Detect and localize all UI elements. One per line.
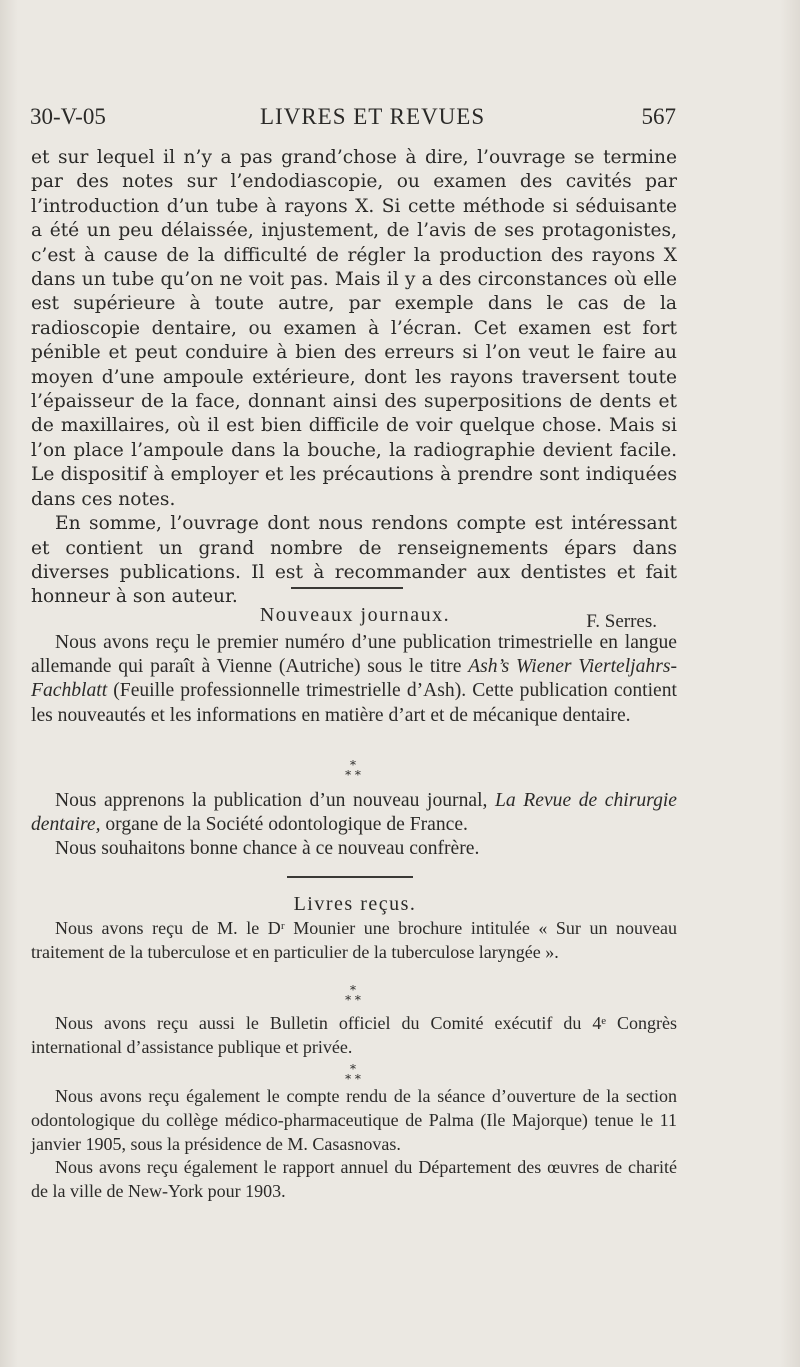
section-heading-livres: Livres reçus. xyxy=(293,893,417,915)
livres-paragraph-4: Nous avons reçu également le rapport annuel du Département des œuvres de charité de la ville de New-York pour 1903. xyxy=(31,1157,677,1202)
livres-paragraph-2: Nous avons reçu aussi le Bulletin officiel du Comité exécutif du 4ᵉ Congrès international d’assistance publique et privée. xyxy=(31,1013,677,1057)
header-date: 30-V-05 xyxy=(30,104,106,129)
review-summary-paragraph: En somme, l’ouvrage dont nous rendons compte est intéressant et contient un grand nombre de renseignements épars dans diverses publications. Il est à recommander aux dentistes et fait honneur à son auteur. xyxy=(31,513,677,608)
livres-paragraph-1: Nous avons reçu de M. le Dʳ Mounier une brochure intitulée « Sur un nouveau traitement de la tuberculose et en particulier de la tuberculose laryngée ». xyxy=(31,918,677,962)
section-heading-journaux: Nouveaux journaux. xyxy=(259,604,451,626)
journaux-paragraph-1: Nous avons reçu le premier numéro d’une publication trimestrielle en langue allemande qui paraît à Vienne (Autriche) sous le titre Ash’s Wiener Vierteljahrs-Fachblatt (Feuille professionnelle trimestrielle d’Ash). Cette publication contient les nouveautés et les informations en matière d’art et de mécanique dentaire. xyxy=(31,632,677,726)
page-number: 567 xyxy=(641,104,676,129)
review-paragraph: et sur lequel il n’y a pas grand’chose à dire, l’ouvrage se termine par des notes sur l’endodiascopie, ou examen des cavités par l’introduction d’un tube à rayons X. Si cette méthode si séduisante a été un peu délaissée, injustement, de l’avis de ses protagonistes, c’est à cause de la difficulté de régler la production des rayons X dans un tube qu’on ne voit pas. Mais il y a des circonstances où elle est supérieure à toute autre, par exemple dans le cas de la radioscopie dentaire, ou examen à l’écran. Cet examen est fort pénible et peut conduire à bien des erreurs si l’on veut le faire au moyen d’une ampoule extérieure, dont les rayons traversent toute l’épaisseur de la face, donnant ainsi des superpositions de dents et de maxillaires, où il est bien difficile de voir quelque chose. Mais si l’on place l’ampoule dans la bouche, la radiographie devient facile. Le dispositif à employer et les précautions à prendre sont indiquées dans ces notes. xyxy=(31,147,677,510)
running-header xyxy=(30,104,676,138)
header-section-title: LIVRES ET REVUES xyxy=(260,104,486,129)
journal-title: La Revue de chirurgie dentaire, xyxy=(31,790,677,836)
section-divider xyxy=(291,587,403,589)
journaux-paragraph-2: Nous apprenons la publication d’un nouveau journal, La Revue de chirurgie dentaire, organe de la Société odontologique de France. Nous souhaitons bonne chance à ce nouveau confrère. xyxy=(31,789,677,862)
journal-title: Ash’s Wiener Vierteljahrs-Fachblatt xyxy=(31,656,677,702)
section-divider xyxy=(287,876,413,878)
journaux-paragraph-3: Nous souhaitons bonne chance à ce nouveau confrère. xyxy=(55,838,480,860)
asterism-separator: * * * xyxy=(345,758,361,782)
asterism-separator: * * * xyxy=(345,983,361,1007)
review-signature: F. Serres. xyxy=(586,610,657,632)
review-conclusion xyxy=(31,146,677,634)
livres-paragraph-3: Nous avons reçu également le compte rendu de la séance d’ouverture de la section odontologique du collège médico-pharmaceutique de Palma (Ile Majorque) tenue le 11 janvier 1905, sous la présidence de M. Casasnovas. Nous avons reçu également le rapport annuel du Département des œuvres de charité de la ville de New-York pour 1903. xyxy=(31,1085,677,1204)
asterism-separator: * * * xyxy=(345,1062,361,1086)
